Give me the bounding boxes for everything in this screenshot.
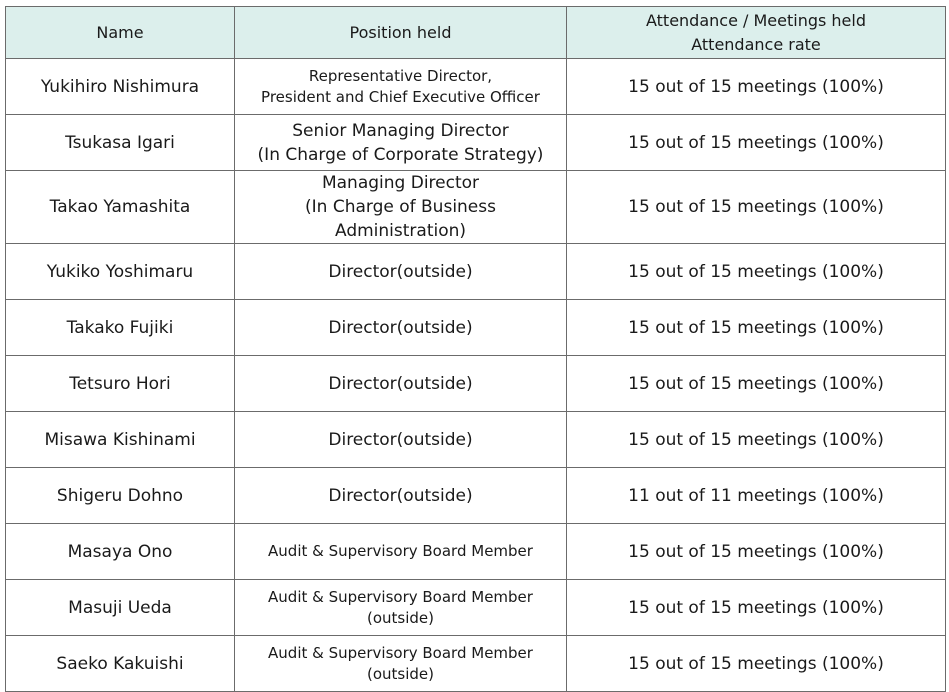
cell-attendance: 11 out of 11 meetings (100%) [567,468,946,524]
table-row [6,115,946,171]
cell-name: Misawa Kishinami [6,412,235,468]
table-row [6,580,946,636]
position-line: Director(outside) [328,485,473,506]
position-line: Director(outside) [328,373,473,394]
cell-name: Takako Fujiki [6,300,235,356]
table-row [6,300,946,356]
position-line: (outside) [366,608,434,627]
cell-position [235,468,567,524]
position-line: Audit & Supervisory Board Member [268,542,533,560]
table-row [6,636,946,692]
cell-position [235,636,567,692]
header-attendance-line2: Attendance rate [691,34,821,54]
table-row [6,412,946,468]
cell-name: Yukihiro Nishimura [6,59,235,115]
cell-attendance: 15 out of 15 meetings (100%) [567,244,946,300]
cell-position [235,412,567,468]
table-row [6,468,946,524]
cell-name: Shigeru Dohno [6,468,235,524]
header-name: Name [6,7,235,59]
position-line: President and Chief Executive Officer [261,87,540,106]
cell-position [235,115,567,171]
header-position: Position held [235,7,567,59]
header-row [6,7,946,59]
cell-position [235,300,567,356]
cell-position [235,524,567,580]
position-line: Managing Director [321,173,480,193]
cell-attendance: 15 out of 15 meetings (100%) [567,636,946,692]
position-line: Director(outside) [328,317,473,338]
table-row [6,171,946,244]
cell-attendance: 15 out of 15 meetings (100%) [567,580,946,636]
cell-attendance: 15 out of 15 meetings (100%) [567,412,946,468]
position-line: Audit & Supervisory Board Member [268,587,533,606]
cell-name: Masaya Ono [6,524,235,580]
cell-position [235,59,567,115]
cell-name: Tsukasa Igari [6,115,235,171]
cell-name: Tetsuro Hori [6,356,235,412]
cell-attendance: 15 out of 15 meetings (100%) [567,59,946,115]
header-attendance-line1: Attendance / Meetings held [645,10,866,30]
cell-attendance: 15 out of 15 meetings (100%) [567,524,946,580]
cell-position [235,580,567,636]
cell-name: Yukiko Yoshimaru [6,244,235,300]
attendance-table [5,6,946,692]
position-line: (In Charge of Corporate Strategy) [257,144,544,165]
cell-attendance: 15 out of 15 meetings (100%) [567,171,946,244]
header-attendance [567,7,946,59]
cell-attendance: 15 out of 15 meetings (100%) [567,356,946,412]
position-line: Senior Managing Director [292,120,509,141]
position-line: (outside) [366,664,434,683]
table-row [6,524,946,580]
cell-position [235,171,567,244]
cell-name: Masuji Ueda [6,580,235,636]
position-line: Director(outside) [328,429,473,450]
position-line: Audit & Supervisory Board Member [268,643,533,662]
cell-attendance: 15 out of 15 meetings (100%) [567,115,946,171]
position-line: Director(outside) [328,261,473,282]
position-line: Representative Director, [308,66,493,85]
cell-name: Takao Yamashita [6,171,235,244]
cell-name: Saeko Kakuishi [6,636,235,692]
cell-position [235,244,567,300]
table-row [6,59,946,115]
table-row [6,356,946,412]
table-row [6,244,946,300]
cell-attendance: 15 out of 15 meetings (100%) [567,300,946,356]
cell-position [235,356,567,412]
position-line: (In Charge of Business Administration) [305,197,496,241]
